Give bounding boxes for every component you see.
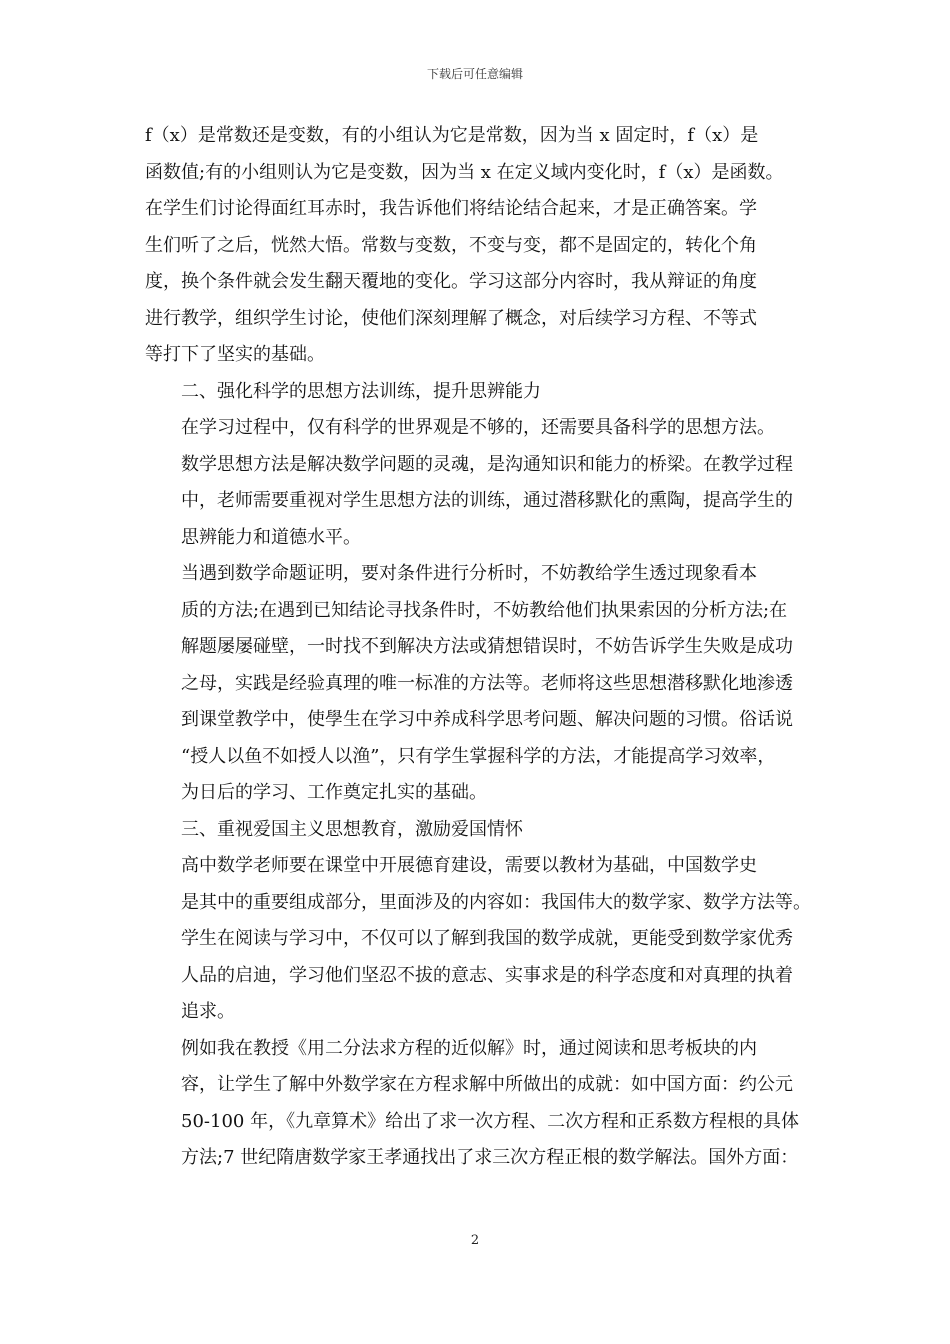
- text-line: 解题屡屡碰壁，一时找不到解决方法或猜想错误时，不妨告诉学生失败是成功: [181, 636, 793, 657]
- text-line: 到课堂教学中，使學生在学习中养成科学思考问题、解决问题的习惯。俗话说: [181, 709, 793, 730]
- text-line: 追求。: [181, 1001, 235, 1022]
- text-line: 50-100 年，《九章算术》给出了求一次方程、二次方程和正系数方程根的具体: [181, 1110, 800, 1132]
- text-line: 二、强化科学的思想方法训练，提升思辨能力: [181, 380, 541, 402]
- text-line: 质的方法;在遇到已知结论寻找条件时，不妨教给他们执果索因的分析方法;在: [181, 599, 788, 621]
- text-line: “授人以鱼不如授人以渔”，只有学生掌握科学的方法，才能提高学习效率，: [181, 745, 776, 767]
- paragraph: [145, 812, 807, 849]
- text-line: 之母，实践是经验真理的唯一标准的方法等。老师将这些思想潜移默化地渗透: [181, 672, 793, 694]
- text-line: 例如我在教授《用二分法求方程的近似解》时，通过阅读和思考板块的内: [181, 1037, 757, 1059]
- paragraph: [145, 1031, 807, 1177]
- document-body: [145, 118, 811, 1177]
- text-line: 容，让学生了解中外数学家在方程求解中所做出的成就：如中国方面：约公元: [181, 1074, 793, 1095]
- text-line: 学生在阅读与学习中，不仅可以了解到我国的数学成就，更能受到数学家优秀: [181, 928, 793, 949]
- text-line: 当遇到数学命题证明，要对条件进行分析时，不妨教给学生透过现象看本: [181, 563, 757, 584]
- text-line: 是其中的重要组成部分，里面涉及的内容如：我国伟大的数学家、数学方法等。: [181, 891, 811, 913]
- text-line: 生们听了之后，恍然大悟。常数与变数，不变与变，都不是固定的，转化个角: [145, 234, 757, 256]
- text-line: 在学习过程中，仅有科学的世界观是不够的，还需要具备科学的思想方法。: [181, 417, 775, 438]
- text-line: 进行教学，组织学生讨论，使他们深刻理解了概念，对后续学习方程、不等式: [145, 307, 757, 329]
- text-line: f（x）是常数还是变数，有的小组认为它是常数，因为当 x 固定时，f（x）是: [145, 125, 759, 146]
- text-line: 在学生们讨论得面红耳赤时，我告诉他们将结论结合起来，才是正确答案。学: [145, 198, 757, 219]
- text-line: 高中数学老师要在课堂中开展德育建设，需要以教材为基础，中国数学史: [181, 855, 757, 876]
- text-line: 三、重视爱国主义思想教育，激励爱国情怀: [181, 818, 523, 840]
- text-line: 数学思想方法是解决数学问题的灵魂，是沟通知识和能力的桥梁。在教学过程: [181, 453, 793, 475]
- paragraph: [145, 410, 807, 556]
- page-header-note: 下载后可任意编辑: [426, 67, 523, 81]
- text-line: 为日后的学习、工作奠定扎实的基础。: [181, 782, 487, 803]
- paragraph: [145, 374, 807, 411]
- page-number: 2: [470, 1233, 480, 1248]
- paragraph: [145, 118, 807, 374]
- text-line: 方法;7 世纪隋唐数学家王孝通找出了求三次方程正根的数学解法。国外方面：: [181, 1147, 799, 1168]
- text-line: 中，老师需要重视对学生思想方法的训练，通过潜移默化的熏陶，提高学生的: [181, 490, 793, 511]
- paragraph: [145, 556, 807, 812]
- text-line: 等打下了坚实的基础。: [145, 344, 325, 365]
- paragraph: [145, 848, 811, 1031]
- text-line: 度，换个条件就会发生翻天覆地的变化。学习这部分内容时，我从辩证的角度: [145, 271, 757, 292]
- text-line: 函数值;有的小组则认为它是变数，因为当 x 在定义域内变化时，f（x）是函数。: [145, 161, 784, 183]
- text-line: 思辨能力和道德水平。: [181, 526, 361, 548]
- text-line: 人品的启迪，学习他们坚忍不拔的意志、实事求是的科学态度和对真理的执着: [181, 964, 793, 986]
